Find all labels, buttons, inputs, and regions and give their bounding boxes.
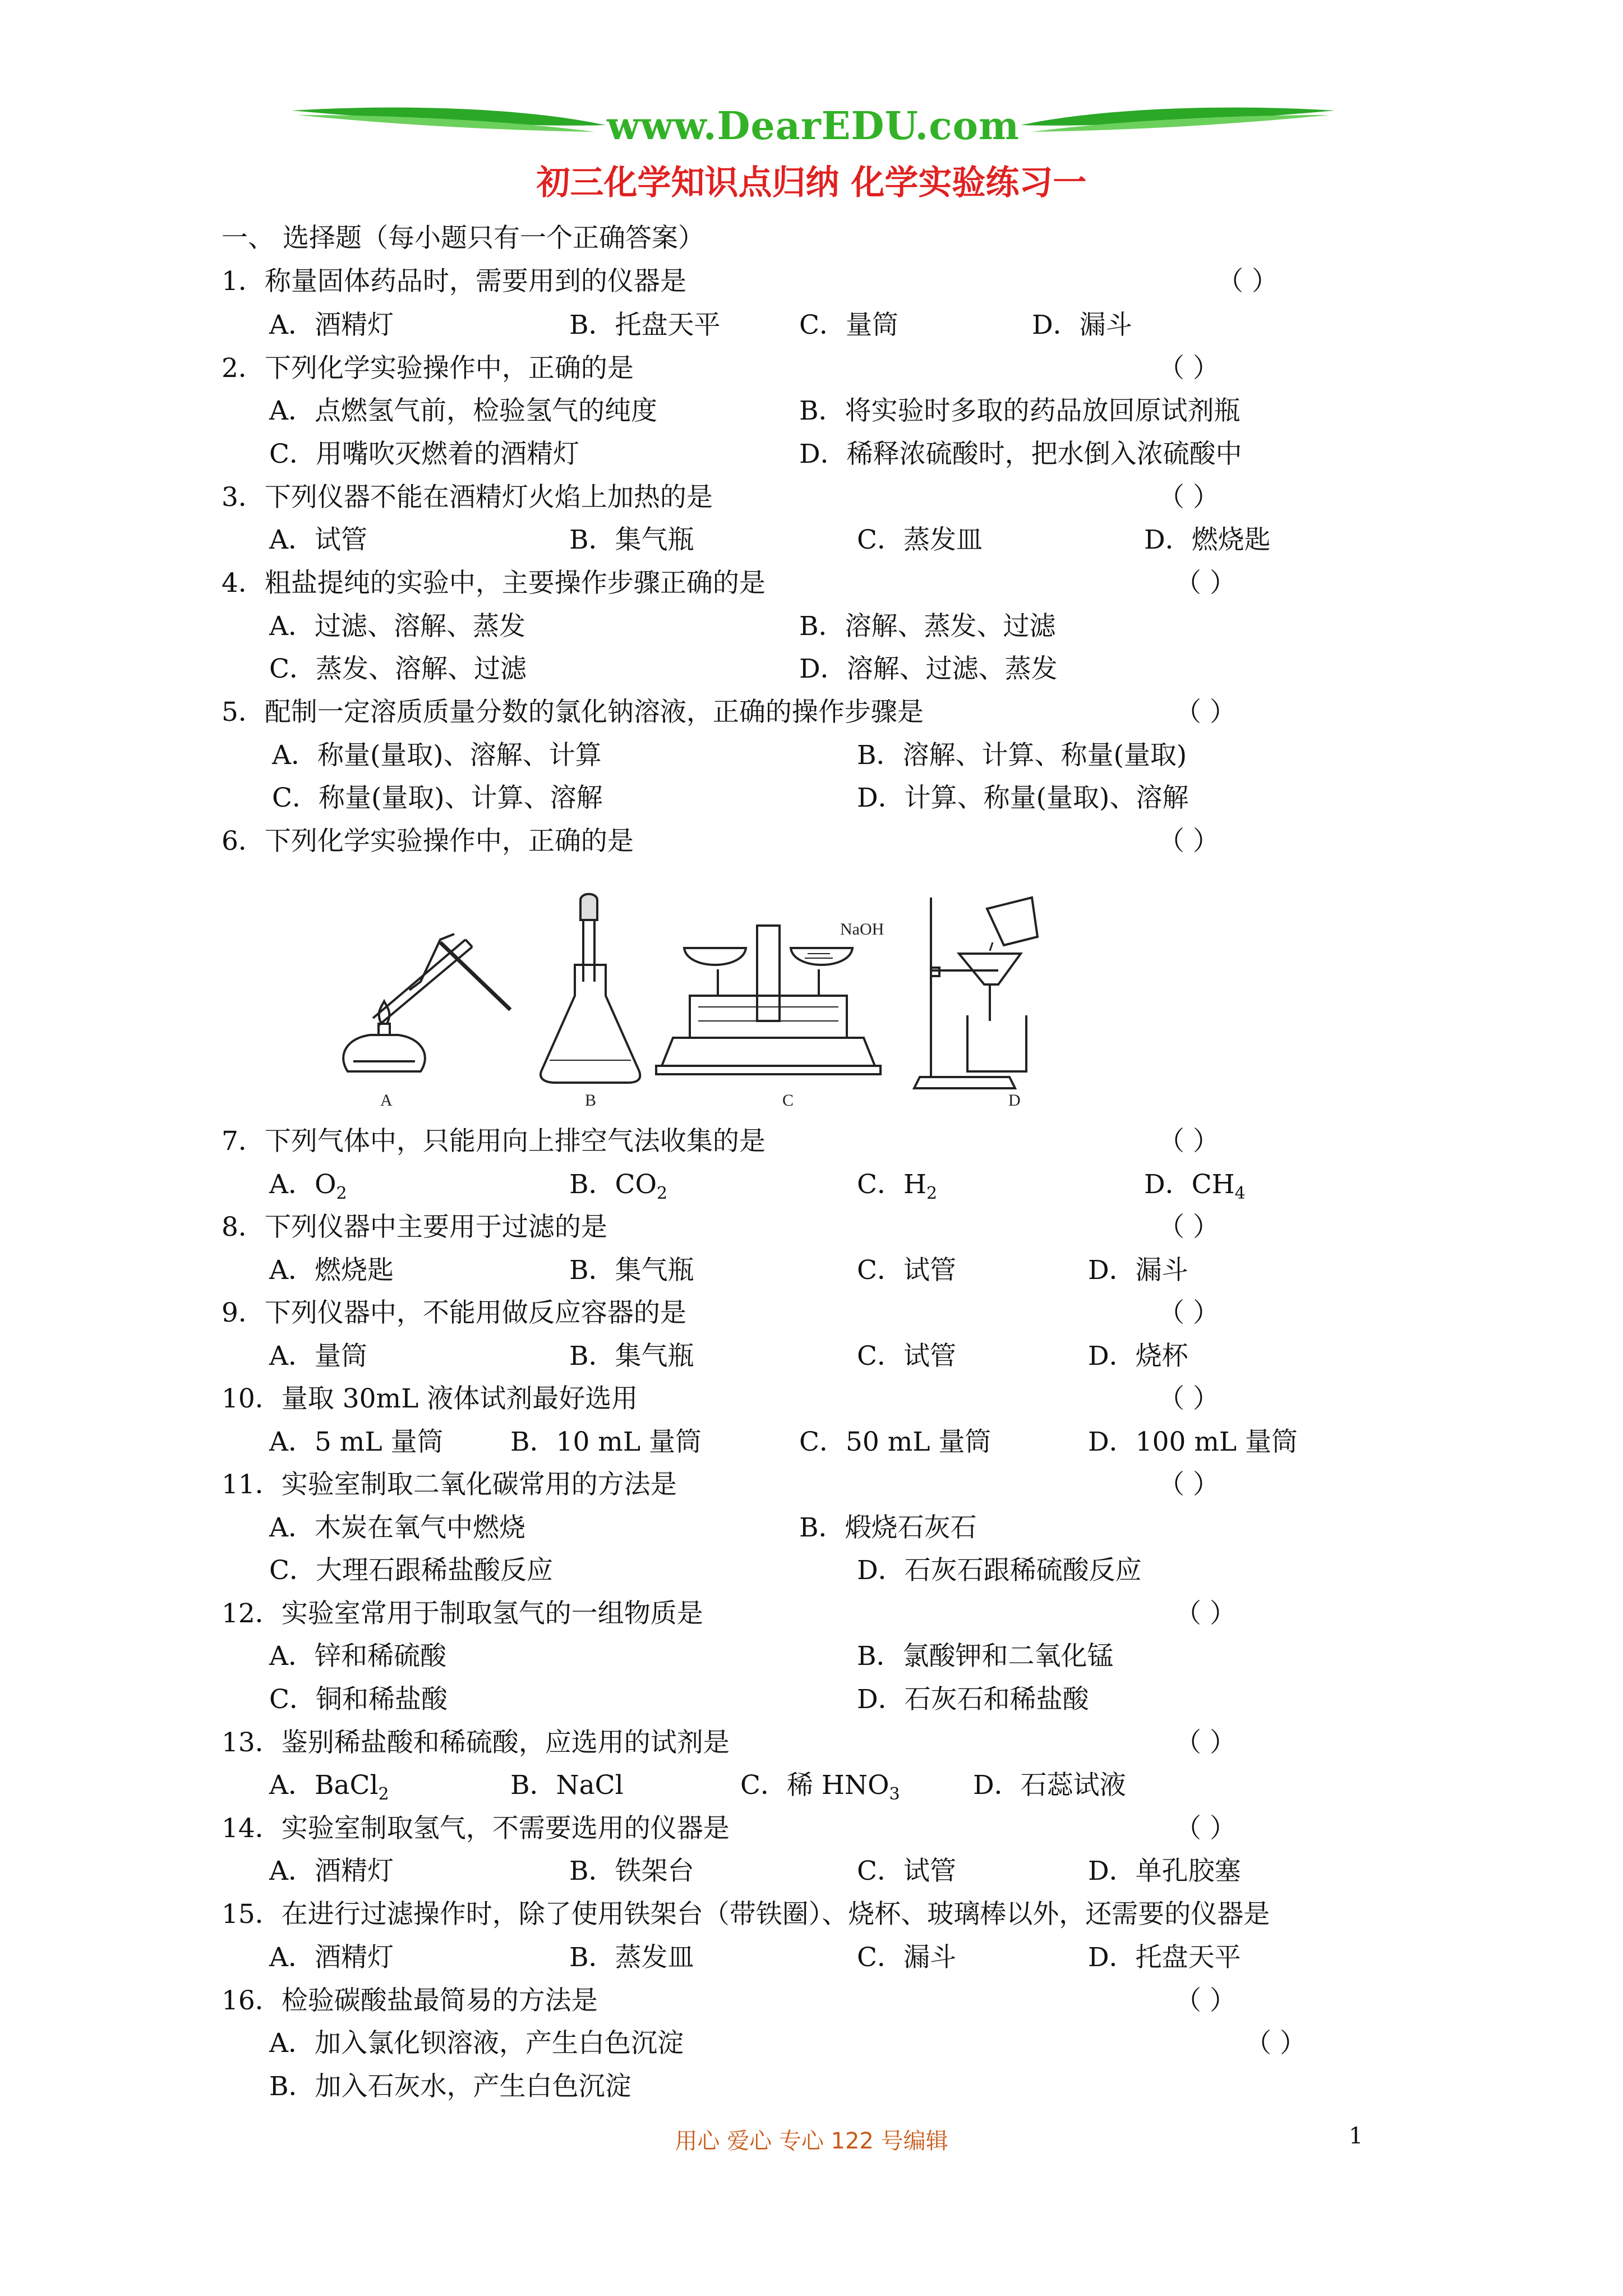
figure-a-caption: A xyxy=(380,1091,393,1110)
q13-option-d: D．石蕊试液 xyxy=(973,1770,1126,1801)
page-number: 1 xyxy=(1349,2123,1363,2149)
question-14: 14．实验室制取氢气，不需要选用的仪器是 xyxy=(222,1813,730,1844)
q13-c-sub: 3 xyxy=(889,1784,900,1804)
q3-option-a: A．试管 xyxy=(269,524,367,555)
question-1: 1．称量固体药品时，需要用到的仪器是 xyxy=(222,266,686,297)
question-12: 12．实验室常用于制取氢气的一组物质是 xyxy=(222,1598,703,1629)
q2-option-a: A．点燃氢气前，检验氢气的纯度 xyxy=(269,395,657,426)
question-7: 7．下列气体中，只能用向上排空气法收集的是 xyxy=(222,1126,766,1157)
q5-option-a: A．称量(量取)、溶解、计算 xyxy=(272,740,602,771)
q1-option-c: C．量筒 xyxy=(799,310,898,341)
q11-option-b: B．煅烧石灰石 xyxy=(799,1512,977,1543)
answer-blank-4: （ ） xyxy=(1175,568,1236,599)
document-title: 初三化学知识点归纳 化学实验练习一 xyxy=(536,163,1087,203)
figure-b-caption: B xyxy=(585,1091,597,1110)
answer-blank-2: （ ） xyxy=(1158,353,1219,384)
q7-option-a xyxy=(269,1168,347,1202)
q7-d-text: D．CH xyxy=(1144,1169,1235,1200)
q15-option-c: C．漏斗 xyxy=(857,1942,956,1973)
q7-option-d xyxy=(1144,1168,1246,1202)
answer-blank-5: （ ） xyxy=(1175,697,1236,728)
answer-blank-12: （ ） xyxy=(1175,1598,1236,1629)
answer-blank-3: （ ） xyxy=(1158,482,1219,513)
figure-d-caption: D xyxy=(1008,1091,1021,1110)
q16-option-a: A．加入氯化钡溶液，产生白色沉淀 xyxy=(269,2028,684,2059)
q4-option-d: D．溶解、过滤、蒸发 xyxy=(799,654,1058,684)
answer-blank-7: （ ） xyxy=(1158,1126,1219,1157)
q7-b-text: B．CO xyxy=(569,1169,657,1200)
q16-option-b: B．加入石灰水，产生白色沉淀 xyxy=(269,2071,631,2102)
figure-a-alcohol-lamp-heating xyxy=(343,934,510,1071)
question-9: 9．下列仪器中，不能用做反应容器的是 xyxy=(222,1297,686,1328)
q3-option-b: B．集气瓶 xyxy=(569,524,694,555)
q8-option-d: D．漏斗 xyxy=(1088,1255,1188,1286)
q12-option-c: C．铜和稀盐酸 xyxy=(269,1684,448,1715)
q2-option-c: C．用嘴吹灭燃着的酒精灯 xyxy=(269,439,579,470)
q4-option-c: C．蒸发、溶解、过滤 xyxy=(269,654,527,684)
q7-a-sub: 2 xyxy=(336,1184,347,1203)
q13-option-b: B．NaCl xyxy=(510,1770,624,1801)
site-banner xyxy=(292,98,1335,160)
q6-figures xyxy=(325,886,1110,1111)
answer-blank-6: （ ） xyxy=(1158,826,1219,857)
q4-option-b: B．溶解、蒸发、过滤 xyxy=(799,611,1056,642)
q2-option-d: D．稀释浓硫酸时，把水倒入浓硫酸中 xyxy=(799,439,1242,470)
q8-option-c: C．试管 xyxy=(857,1255,956,1286)
q9-option-b: B．集气瓶 xyxy=(569,1341,694,1372)
question-4: 4．粗盐提纯的实验中，主要操作步骤正确的是 xyxy=(222,568,766,599)
q14-option-d: D．单孔胶塞 xyxy=(1088,1856,1241,1887)
q8-option-b: B．集气瓶 xyxy=(569,1255,694,1286)
q15-option-b: B．蒸发皿 xyxy=(569,1942,694,1973)
q9-option-c: C．试管 xyxy=(857,1341,956,1372)
q7-a-text: A．O xyxy=(269,1169,336,1200)
q5-option-c: C．称量(量取)、计算、溶解 xyxy=(272,783,603,813)
question-3: 3．下列仪器不能在酒精灯火焰上加热的是 xyxy=(222,482,713,513)
q9-option-a: A．量筒 xyxy=(269,1341,367,1372)
figure-c-caption: C xyxy=(782,1091,794,1110)
answer-blank-14: （ ） xyxy=(1175,1813,1236,1844)
q9-option-d: D．烧杯 xyxy=(1088,1341,1188,1372)
q11-option-a: A．木炭在氧气中燃烧 xyxy=(269,1512,525,1543)
answer-blank-1: （ ） xyxy=(1217,266,1278,297)
answer-blank-8: （ ） xyxy=(1158,1212,1219,1243)
answer-blank-11: （ ） xyxy=(1158,1469,1219,1500)
figure-b-conical-flask xyxy=(541,894,640,1083)
q7-b-sub: 2 xyxy=(657,1184,668,1203)
q2-option-b: B．将实验时多取的药品放回原试剂瓶 xyxy=(799,395,1241,426)
question-13: 13．鉴别稀盐酸和稀硫酸，应选用的试剂是 xyxy=(222,1727,730,1758)
q3-option-d: D．燃烧匙 xyxy=(1144,524,1271,555)
question-16: 16．检验碳酸盐最简易的方法是 xyxy=(222,1985,598,2016)
q7-c-sub: 2 xyxy=(926,1184,938,1203)
q5-option-b: B．溶解、计算、称量(量取) xyxy=(857,740,1187,771)
q11-option-c: C．大理石跟稀盐酸反应 xyxy=(269,1555,553,1586)
q1-option-a: A．酒精灯 xyxy=(269,310,394,341)
q12-option-a: A．锌和稀硫酸 xyxy=(269,1641,446,1672)
question-6: 6．下列化学实验操作中，正确的是 xyxy=(222,826,634,857)
question-8: 8．下列仪器中主要用于过滤的是 xyxy=(222,1212,607,1243)
figure-d-filtration xyxy=(914,898,1038,1088)
q14-option-b: B．铁架台 xyxy=(569,1856,694,1887)
q14-option-c: C．试管 xyxy=(857,1856,956,1887)
question-11: 11．实验室制取二氧化碳常用的方法是 xyxy=(222,1469,677,1500)
q7-d-sub: 4 xyxy=(1234,1184,1246,1203)
page-footer: 用心 爱心 专心 122 号编辑 xyxy=(675,2128,948,2154)
q12-option-d: D．石灰石和稀盐酸 xyxy=(857,1684,1089,1715)
q7-option-b xyxy=(569,1168,667,1202)
section-heading: 一、 选择题（每小题只有一个正确答案） xyxy=(222,223,704,254)
q3-option-c: C．蒸发皿 xyxy=(857,524,983,555)
answer-blank-13: （ ） xyxy=(1175,1727,1236,1758)
q13-option-c xyxy=(740,1769,900,1802)
question-2: 2．下列化学实验操作中，正确的是 xyxy=(222,353,634,384)
q1-option-d: D．漏斗 xyxy=(1032,310,1132,341)
q10-option-a: A．5 mL 量筒 xyxy=(269,1427,444,1457)
answer-blank-10: （ ） xyxy=(1158,1383,1219,1414)
question-5: 5．配制一定溶质质量分数的氯化钠溶液，正确的操作步骤是 xyxy=(222,697,924,728)
q8-option-a: A．燃烧匙 xyxy=(269,1255,394,1286)
answer-blank-16b: （ ） xyxy=(1245,2028,1306,2059)
q10-option-d: D．100 mL 量筒 xyxy=(1088,1427,1298,1457)
q5-option-d: D．计算、称量(量取)、溶解 xyxy=(857,783,1189,813)
answer-blank-16: （ ） xyxy=(1175,1985,1236,2016)
q10-option-c: C．50 mL 量筒 xyxy=(799,1427,992,1457)
q1-option-b: B．托盘天平 xyxy=(569,310,721,341)
q15-option-a: A．酒精灯 xyxy=(269,1942,394,1973)
q7-option-c xyxy=(857,1168,937,1202)
q12-option-b: B．氯酸钾和二氧化锰 xyxy=(857,1641,1114,1672)
q7-c-text: C．H xyxy=(857,1169,926,1200)
q10-option-b: B．10 mL 量筒 xyxy=(510,1427,702,1457)
q13-c-text: C．稀 HNO xyxy=(740,1770,889,1801)
q14-option-a: A．酒精灯 xyxy=(269,1856,394,1887)
q11-option-d: D．石灰石跟稀硫酸反应 xyxy=(857,1555,1142,1586)
figure-c-balance-naoh xyxy=(656,926,880,1074)
q4-option-a: A．过滤、溶解、蒸发 xyxy=(269,611,525,642)
q13-option-a xyxy=(269,1769,389,1802)
q13-a-text: A．BaCl xyxy=(269,1770,379,1801)
banner-url: www.DearEDU.com xyxy=(607,104,1020,149)
question-15: 15．在进行过滤操作时，除了使用铁架台（带铁圈）、烧杯、玻璃棒以外，还需要的仪器是 xyxy=(222,1899,1270,1930)
q15-option-d: D．托盘天平 xyxy=(1088,1942,1241,1973)
question-10: 10．量取 30mL 液体试剂最好选用 xyxy=(222,1383,638,1414)
answer-blank-9: （ ） xyxy=(1158,1297,1219,1328)
naoh-label: NaOH xyxy=(840,920,884,938)
q13-a-sub: 2 xyxy=(378,1784,389,1804)
